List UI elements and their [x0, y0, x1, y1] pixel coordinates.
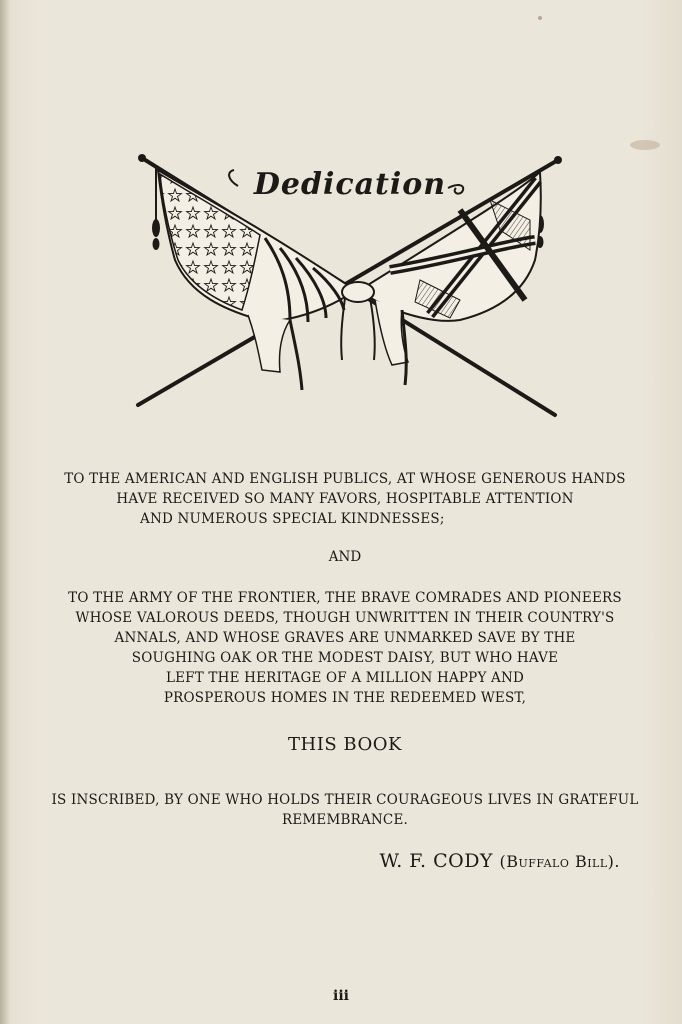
- paragraph-line: PROSPEROUS HOMES IN THE REDEEMED WEST,: [163, 690, 527, 706]
- paragraph-line: LEFT THE HERITAGE OF A MILLION HAPPY AND: [165, 670, 525, 686]
- dedication-heading: [229, 160, 465, 204]
- paper-speck: [630, 140, 660, 150]
- signature-alias: (Buffalo Bill).: [499, 852, 620, 871]
- paragraph-line: IS INSCRIBED, BY ONE WHO HOLDS THEIR COURAGEOUS LIVES IN GRATEFUL: [51, 792, 639, 808]
- paragraph-line: WHOSE VALOROUS DEEDS, THOUGH UNWRITTEN IN THEIR COUNTRY'S: [75, 610, 615, 626]
- author-signature: [379, 850, 620, 872]
- svg-text:Dedication: Dedication: [253, 167, 447, 202]
- paragraph-line: ANNALS, AND WHOSE GRAVES ARE UNMARKED SAVE BY THE: [114, 630, 576, 646]
- dedication-paragraph-3: [40, 790, 650, 830]
- paragraph-line: SOUGHING OAK OR THE MODEST DAISY, BUT WHO HAVE: [131, 650, 559, 666]
- flag-knot: [341, 282, 375, 360]
- paragraph-line: HAVE RECEIVED SO MANY FAVORS, HOSPITABLE ATTENTION: [116, 491, 574, 507]
- spine-shadow: [0, 0, 10, 1024]
- paper-speck: [538, 16, 542, 20]
- paragraph-line: AND NUMEROUS SPECIAL KINDNESSES;: [140, 511, 445, 527]
- dedication-paragraph-2: [40, 588, 650, 708]
- crossed-flags-emblem: [130, 150, 565, 425]
- conjunction-and: AND: [328, 549, 362, 565]
- paragraph-line: TO THE ARMY OF THE FRONTIER, THE BRAVE COMRADES AND PIONEERS: [68, 590, 622, 606]
- paragraph-line: TO THE AMERICAN AND ENGLISH PUBLICS, AT WHOSE GENEROUS HANDS: [64, 471, 626, 487]
- this-book-line: THIS BOOK: [288, 734, 402, 755]
- dedication-paragraph-1: [40, 469, 650, 529]
- signature-name: W. F. CODY: [379, 850, 493, 872]
- paragraph-line: REMEMBRANCE.: [281, 812, 409, 828]
- page-number: iii: [333, 988, 349, 1004]
